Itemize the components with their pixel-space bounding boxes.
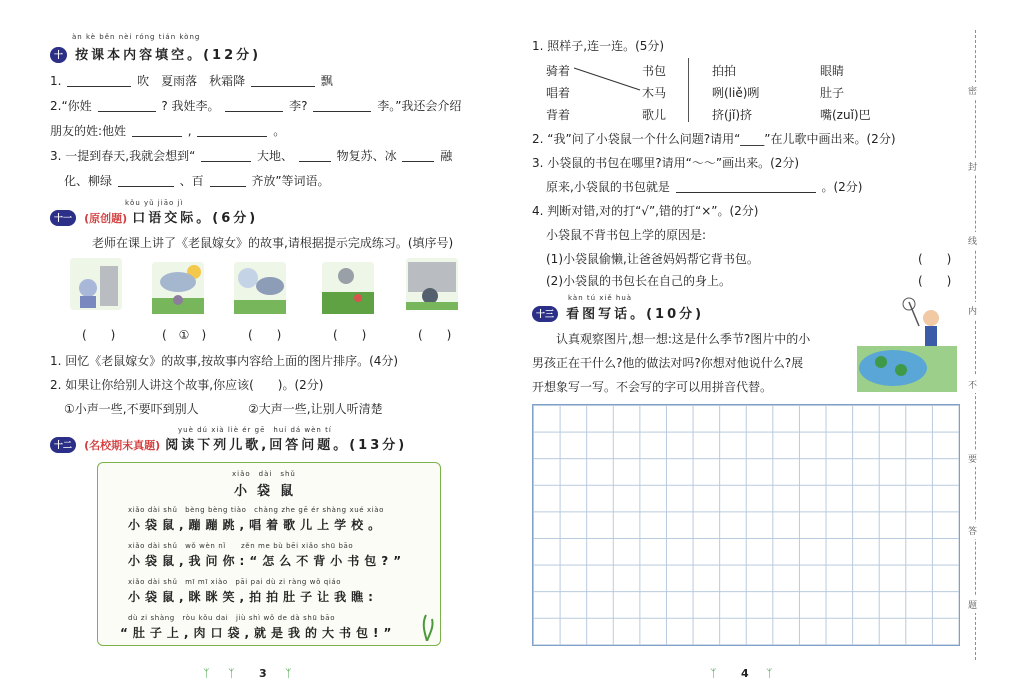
blank[interactable] [201,149,251,162]
story-picture-2 [152,262,204,314]
poem-line-4: “肚子上,肉口袋,就是我的大书包!” [120,626,397,640]
section-12-pinyin: yuè dú xià liè ér gē huí dá wèn tí [178,426,332,434]
sprout-icon: ᛉ [766,667,773,680]
right-q4-b: (2)小袋鼠的书包长在自己的身上。 [546,274,731,288]
blank[interactable] [299,149,331,162]
wind-cloud-illustration [234,262,286,314]
writing-grid[interactable] [532,404,960,646]
blank[interactable] [98,99,156,112]
poem-line-4-pinyin: dù zi shàng ròu kǒu dai jiù shì wǒ de dà shū bāo [128,614,336,622]
section-13-pinyin: kàn tú xiě huà [568,294,633,302]
section-11-pinyin: kǒu yǔ jiāo jì [125,199,184,207]
match-mid-2[interactable]: 木马 [642,86,667,100]
section-10-title: 按课本内容填空。(12分) [75,48,262,63]
blank[interactable] [197,124,267,137]
blank[interactable] [118,174,174,187]
sprout-icon: ᛉ [203,667,210,680]
section-13-text-3: 开想象写一写。不会写的字可以用拼音代替。 [532,380,773,394]
blank[interactable] [67,74,131,87]
section-11-q2: 2. 如果让你给别人讲这个故事,你应该( )。(2分) [50,378,324,392]
section-13-text-1: 认真观察图片,想一想:这是什么季节?图片中的小 [556,332,811,346]
page-number-right: 4 [741,667,749,680]
blank[interactable] [313,99,371,112]
seal-label-4: 内 [968,302,977,319]
judge-box-1[interactable]: ( ) [918,252,952,266]
cloud-sun-illustration [152,262,204,314]
blank[interactable] [251,74,315,87]
question-2-cont: 朋友的姓:他姓 , 。 [50,124,286,138]
section-13-text-2: 男孩正在干什么?他的做法对吗?你想对他说什么?展 [532,356,804,370]
story-picture-1 [70,258,122,310]
section-13-title: 看图写话。(10分) [566,307,705,322]
seal-label-6: 要 [968,450,977,467]
sprout-icon: ᛉ [228,667,235,680]
blank[interactable] [676,180,816,193]
right-q2: 2. “我”问了小袋鼠一个什么问题?请用“____”在儿歌中画出来。(2分) [532,132,896,146]
cat-grass-illustration [322,262,374,314]
section-11-intro: 老师在课上讲了《老鼠嫁女》的故事,请根据提示完成练习。(填序号) [92,236,454,250]
section-12-heading [50,434,407,453]
right-q4-intro: 小袋鼠不背书包上学的原因是: [546,228,707,242]
right-q1: 1. 照样子,连一连。(5分) [532,39,665,53]
match-r1-2[interactable]: 咧(liě)咧 [712,86,760,100]
seal-line [975,30,976,660]
option-a[interactable]: ①小声一些,不要吓到别人 [64,402,199,416]
seal-label-3: 线 [968,232,977,249]
blank[interactable] [132,124,182,137]
order-box-4[interactable]: ( ) [333,328,367,342]
option-b[interactable]: ②大声一些,让别人听清楚 [248,402,383,416]
seal-label-5: 不 [968,376,977,393]
blank[interactable] [210,174,246,187]
right-q4-a: (1)小袋鼠偷懒,让爸爸妈妈帮它背书包。 [546,252,759,266]
match-mid-1[interactable]: 书包 [642,64,667,78]
match-r1-3[interactable]: 挤(jǐ)挤 [712,108,753,122]
example-connector-line [572,66,642,92]
poem-title-pinyin: xiǎo dài shǔ [232,470,296,478]
order-box-3[interactable]: ( ) [248,328,282,342]
poem-line-2-pinyin: xiǎo dài shǔ wǒ wèn nǐ zěn me bù bēi xiǎo shū bāo [128,542,354,550]
match-r2-3[interactable]: 嘴(zuǐ)巴 [820,108,871,122]
match-mid-3[interactable]: 歌儿 [642,108,667,122]
match-r2-2[interactable]: 肚子 [820,86,845,100]
question-3-cont: 化、柳绿 、百 齐放”等词语。 [64,174,330,188]
seal-label-8: 题 [968,596,977,613]
match-r1-1[interactable]: 拍拍 [712,64,737,78]
page-number-left: 3 [259,667,267,680]
story-picture-4 [322,262,374,314]
section-12-tag: (名校期末真题) [84,439,161,452]
section-11-title: 口语交际。(6分) [132,211,259,226]
order-box-1[interactable]: ( ) [82,328,116,342]
section-11-badge: 十一 [50,210,76,226]
match-left-1[interactable]: 骑着 [546,64,571,78]
section-10-badge: 十 [50,47,67,63]
order-box-5[interactable]: ( ) [418,328,452,342]
section-11-q1: 1. 回忆《老鼠嫁女》的故事,按故事内容给上面的图片排序。(4分) [50,354,399,368]
judge-box-2[interactable]: ( ) [918,274,952,288]
right-q3-blank-line: 原来,小袋鼠的书包就是 。(2分) [546,180,863,194]
boy-catching-tadpoles-picture [857,296,957,392]
match-divider [688,58,689,122]
poem-title: 小袋鼠 [234,484,304,499]
section-13-heading [532,303,704,322]
mouse-wall-illustration [70,258,122,310]
poem-line-3: 小袋鼠,眯眯笑,拍拍肚子让我瞧: [128,590,378,604]
poem-line-1-pinyin: xiǎo dài shǔ bèng bèng tiào chàng zhe gē ér shàng xué xiào [128,506,385,514]
poem-line-1: 小袋鼠,蹦蹦跳,唱着歌儿上学校。 [128,518,386,532]
seal-label-1: 密 [968,82,977,99]
section-12-badge: 十二 [50,437,76,453]
section-12-title: 阅读下列儿歌,回答问题。(13分) [165,438,408,453]
wall-mouse-illustration [406,258,458,310]
grass-icon [418,613,436,641]
section-11-heading [50,207,258,226]
poem-line-3-pinyin: xiǎo dài shǔ mī mī xiào pāi pai dù zi ràng wǒ qiáo [128,578,342,586]
seal-label-2: 封 [968,158,977,175]
blank[interactable] [225,99,283,112]
section-11-tag: (原创题) [84,212,128,225]
section-13-badge: 十三 [532,306,558,322]
question-1: 1. 吹 夏雨落 秋霜降 飘 [50,74,333,88]
order-box-2[interactable]: ( ① ) [162,328,207,342]
question-3: 3. 一提到春天,我就会想到“ 大地、 物复苏、冰 融 [50,149,453,163]
right-q3: 3. 小袋鼠的书包在哪里?请用“～～”画出来。(2分) [532,156,800,170]
match-left-3[interactable]: 背着 [546,108,571,122]
story-picture-5 [406,258,458,310]
question-2: 2.“你姓 ? 我姓李。 李? 李。”我还会介绍 [50,99,462,113]
section-10-pinyin: àn kè běn nèi róng tián kòng [72,33,201,41]
boy-pond-illustration [857,296,957,392]
poem-box [97,462,441,646]
match-left-2[interactable]: 唱着 [546,86,571,100]
sprout-icon: ᛉ [710,667,717,680]
right-q4: 4. 判断对错,对的打“√”,错的打“×”。(2分) [532,204,759,218]
match-r2-1[interactable]: 眼睛 [820,64,845,78]
poem-line-2: 小袋鼠,我问你:“怎么不背小书包?” [128,554,407,568]
sprout-icon: ᛉ [285,667,292,680]
seal-label-7: 答 [968,522,977,539]
story-picture-3 [234,262,286,314]
section-10-heading [50,44,261,63]
blank[interactable] [402,149,434,162]
